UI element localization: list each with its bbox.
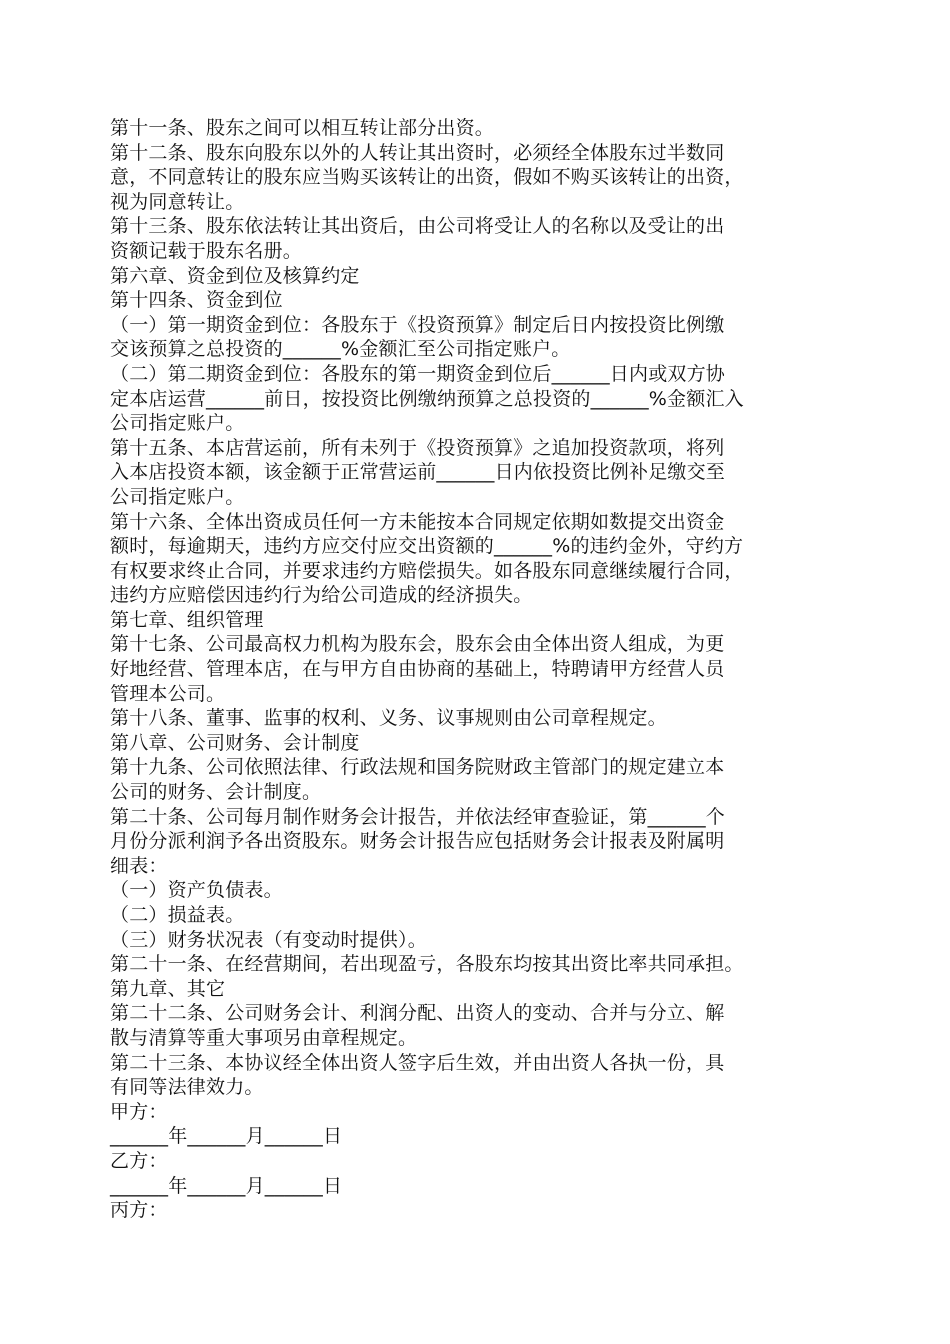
party-b-label: 乙方： <box>110 1149 168 1172</box>
text-line: 资额记载于股东名册。 <box>110 239 303 262</box>
party-a-date-line: ______年______月______日 <box>110 1125 343 1148</box>
chapter-heading: 第七章、组织管理 <box>110 608 264 631</box>
party-c-label: 丙方： <box>110 1199 168 1222</box>
text-line: 有权要求终止合同，并要求违约方赔偿损失。如各股东同意继续履行合同， <box>110 559 744 582</box>
party-b-date-line: ______年______月______日 <box>110 1174 343 1197</box>
text-line: 第二十一条、在经营期间，若出现盈亏，各股东均按其出资比率共同承担。 <box>110 953 744 976</box>
text-line: 第十六条、全体出资成员任何一方未能按本合同规定依期如数提交出资金 <box>110 510 725 533</box>
text-line: 第十三条、股东依法转让其出资后，由公司将受让人的名称以及受让的出 <box>110 215 725 238</box>
text-line: 公司的财务、会计制度。 <box>110 781 322 804</box>
text-line: 散与清算等重大事项另由章程规定。 <box>110 1026 418 1049</box>
text-line: 第十二条、股东向股东以外的人转让其出资时，必须经全体股东过半数同 <box>110 141 725 164</box>
text-line: 第十四条、资金到位 <box>110 289 283 312</box>
text-line: （二）损益表。 <box>110 904 245 926</box>
text-line: 有同等法律效力。 <box>110 1076 264 1099</box>
text-line: 视为同意转让。 <box>110 190 245 213</box>
text-line: 管理本公司。 <box>110 682 226 705</box>
text-line: 细表： <box>110 854 168 877</box>
document-body <box>110 116 845 1223</box>
chapter-heading: 第九章、其它 <box>110 977 226 1000</box>
text-line: 好地经营、管理本店，在与甲方自由协商的基础上，特聘请甲方经营人员 <box>110 658 725 681</box>
text-line: 意，不同意转让的股东应当购买该转让的出资，假如不购买该转让的出资， <box>110 166 744 189</box>
text-line: 第二十三条、本协议经全体出资人签字后生效，并由出资人各执一份，具 <box>110 1051 725 1074</box>
text-line: 公司指定账户。 <box>110 485 245 508</box>
chapter-heading: 第八章、公司财务、会计制度 <box>110 731 360 754</box>
text-line: 公司指定账户。 <box>110 412 245 435</box>
text-line: （一）第一期资金到位：各股东于《投资预算》制定后日内按投资比例缴 <box>110 313 725 336</box>
text-line: （一）资产负债表。 <box>110 879 283 902</box>
text-line: 违约方应赔偿因违约行为给公司造成的经济损失。 <box>110 584 533 607</box>
text-line: 第二十二条、公司财务会计、利润分配、出资人的变动、合并与分立、解 <box>110 1002 725 1025</box>
text-line: 第十七条、公司最高权力机构为股东会，股东会由全体出资人组成，为更 <box>110 633 725 656</box>
text-line: 第二十条、公司每月制作财务会计报告，并依法经审查验证，第______个 <box>110 805 726 828</box>
text-line: 月份分派利润予各出资股东。财务会计报告应包括财务会计报表及附属明 <box>110 830 725 853</box>
text-line: （三）财务状况表（有变动时提供）。 <box>110 928 427 951</box>
text-line: 第十九条、公司依照法律、行政法规和国务院财政主管部门的规定建立本 <box>110 756 725 779</box>
text-line: 第十八条、董事、监事的权利、义务、议事规则由公司章程规定。 <box>110 707 667 730</box>
chapter-heading: 第六章、资金到位及核算约定 <box>110 264 360 287</box>
text-line: （二）第二期资金到位：各股东的第一期资金到位后______日内或双方协 <box>110 362 726 385</box>
party-a-label: 甲方： <box>110 1100 168 1123</box>
text-line: 第十五条、本店营运前，所有未列于《投资预算》之追加投资款项，将列 <box>110 436 725 459</box>
text-line: 交该预算之总投资的______%金额汇至公司指定账户。 <box>110 338 571 361</box>
text-line: 第十一条、股东之间可以相互转让部分出资。 <box>110 117 495 139</box>
text-line: 额时，每逾期天，违约方应交付应交出资额的______%的违约金外，守约方 <box>110 535 744 558</box>
text-line: 入本店投资本额，该金额于正常营运前______日内依投资比例补足缴交至 <box>110 461 726 484</box>
text-line: 定本店运营______前日，按投资比例缴纳预算之总投资的______%金额汇入 <box>110 387 744 410</box>
